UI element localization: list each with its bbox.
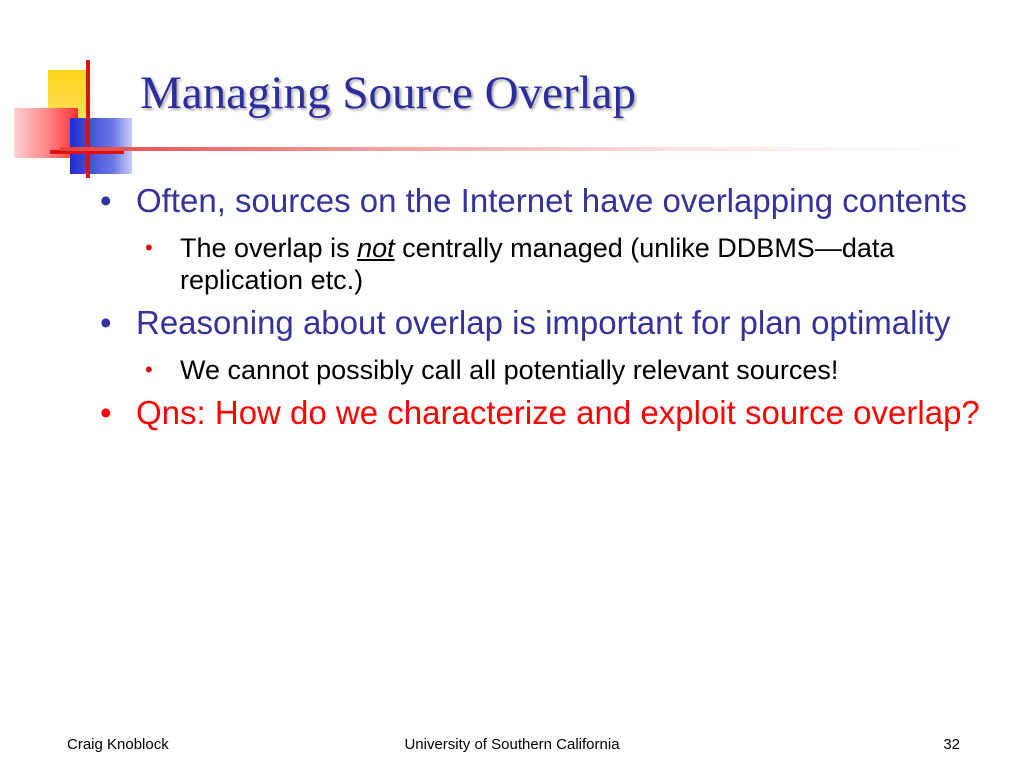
blue-block-shape — [70, 118, 132, 174]
bullet-dot-icon: • — [100, 304, 112, 341]
slide-logo-decoration — [0, 0, 140, 180]
slide-title: Managing Source Overlap — [140, 67, 636, 119]
bullet-2 — [100, 304, 1000, 342]
bullet-1 — [100, 182, 1000, 220]
sub-bullet-1-emphasis: not — [357, 233, 395, 263]
sub-bullet-2-text: We cannot possibly call all potentially relevant sources! — [180, 355, 839, 385]
title-underline-rule — [60, 147, 960, 151]
footer-page-number: 32 — [943, 736, 960, 753]
slide-content — [100, 182, 1000, 440]
red-vertical-line — [86, 60, 90, 178]
bullet-3-question — [100, 394, 1000, 432]
bullet-dot-icon: • — [100, 394, 112, 431]
sub-bullet-dot-icon: • — [145, 235, 153, 260]
sub-bullet-1-suffix: centrally managed (unlike DDBMS—data replication etc.) — [180, 233, 895, 295]
bullet-2-text: Reasoning about overlap is important for plan optimality — [136, 304, 951, 341]
footer-author: Craig Knoblock — [67, 736, 169, 753]
bullet-dot-icon: • — [100, 182, 112, 219]
bullet-1-text: Often, sources on the Internet have overlapping contents — [136, 182, 968, 219]
sub-bullet-dot-icon: • — [145, 357, 153, 382]
bullet-3-text: Qns: How do we characterize and exploit source overlap? — [136, 394, 980, 431]
sub-bullet-1-prefix: The overlap is — [180, 233, 358, 263]
sub-bullet-1 — [100, 232, 1000, 296]
sub-bullet-2 — [100, 354, 1000, 386]
footer-institution: University of Southern California — [404, 736, 620, 753]
